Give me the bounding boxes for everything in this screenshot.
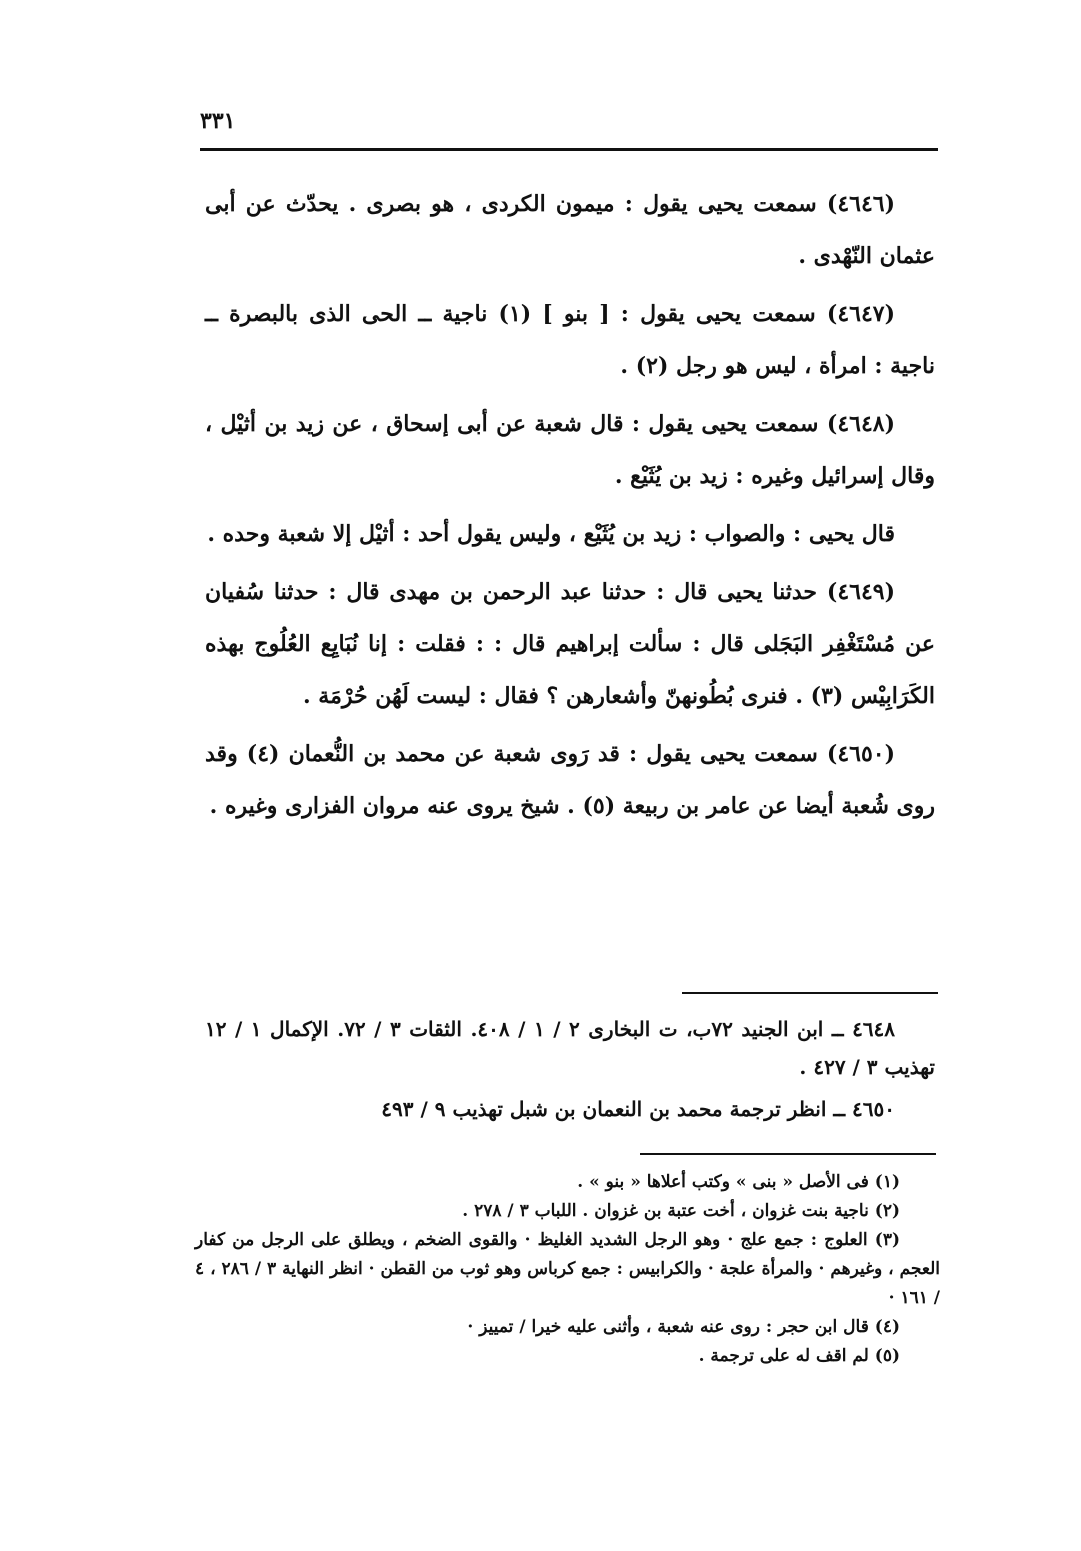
main-text [205, 178, 935, 838]
footnote-1: (١) فى الأصل « بنى » وكتب أعلاها « بنو » . [577, 1172, 900, 1192]
footnote-5: (٥) لم اقف له على ترجمة . [698, 1346, 900, 1366]
footnotes-divider [640, 1153, 936, 1155]
source-4650: ٤٦٥٠ ــ انظر ترجمة محمد بن النعمان بن شبل تهذيب ٩ / ٤٩٣ [381, 1097, 895, 1121]
footnotes-section [195, 1168, 940, 1371]
sources-divider [682, 992, 938, 994]
footnote-3: (٣) العلوج : جمع علج · وهو الرجل الشديد الغليظ · والقوى الضخم ، ويطلق على الرجل من كفار العجم ، وغيرهم · والمرأة علجة · والكرابيس : جمع كرباس وهو ثوب من القطن · انظر النهاية ٣ / ٢٨٦ ، ٤ / ١٦١ · [195, 1230, 941, 1308]
page-number: ٣٣١ [200, 108, 236, 134]
footnote-2: (٢) ناجية بنت غزوان ، أخت عتبة بن غزوان . اللباب ٣ / ٢٧٨ . [462, 1201, 900, 1221]
header-rule [200, 148, 938, 151]
source-4648: ٤٦٤٨ ــ ابن الجنيد ٧٢ب، ت البخارى ٢ / ١ / ٤٠٨. الثقات ٣ / ٧٢. الإكمال ١ / ١٢ تهذيب ٣ / ٤٢٧ . [205, 1017, 935, 1079]
paragraph-4646: (٤٦٤٦) سمعت يحيى يقول : ميمون الكردى ، هو بصرى . يحدّث عن أبى عثمان النّهْدى . [205, 191, 935, 269]
sources-section [205, 1010, 935, 1132]
paragraph-4650: (٤٦٥٠) سمعت يحيى يقول : قد رَوى شعبة عن محمد بن النُّعمان (٤) وقد روى شُعبة أيضا عن عامر بن ربيعة (٥) . شيخ يروى عنه مروان الفزارى وغيره . [205, 741, 935, 819]
paragraph-4648: (٤٦٤٨) سمعت يحيى يقول : قال شعبة عن أبى إسحاق ، عن زيد بن أثيْل ، وقال إسرائيل وغيره : زيد بن يُثَيْع . [205, 411, 935, 489]
paragraph-4647: (٤٦٤٧) سمعت يحيى يقول : [ بنو ] (١) ناجية ــ الحى الذى بالبصرة ــ ناجية : امرأة ، ليس هو رجل (٢) . [205, 301, 935, 379]
paragraph-4649: (٤٦٤٩) حدثنا يحيى قال : حدثنا عبد الرحمن بن مهدى قال : حدثنا سُفيان عن مُسْتَغْفِر البَجَلى قال : سألت إبراهيم قال : : فقلت : إنا نُبَايِع العُلُوج بهذه الكَرَابِيْس (٣) . فنرى بُطُونهنّ وأشعارهن ؟ فقال : ليست لَهُن حُرْمَة . [205, 579, 935, 709]
paragraph-yahya-comment: قال يحيى : والصواب : زيد بن يُثَيْع ، وليس يقول أحد : أثيْل إلا شعبة وحده . [207, 521, 895, 547]
footnote-4: (٤) قال ابن حجر : روى عنه شعبة ، وأثنى عليه خيرا / تمييز · [467, 1317, 900, 1337]
